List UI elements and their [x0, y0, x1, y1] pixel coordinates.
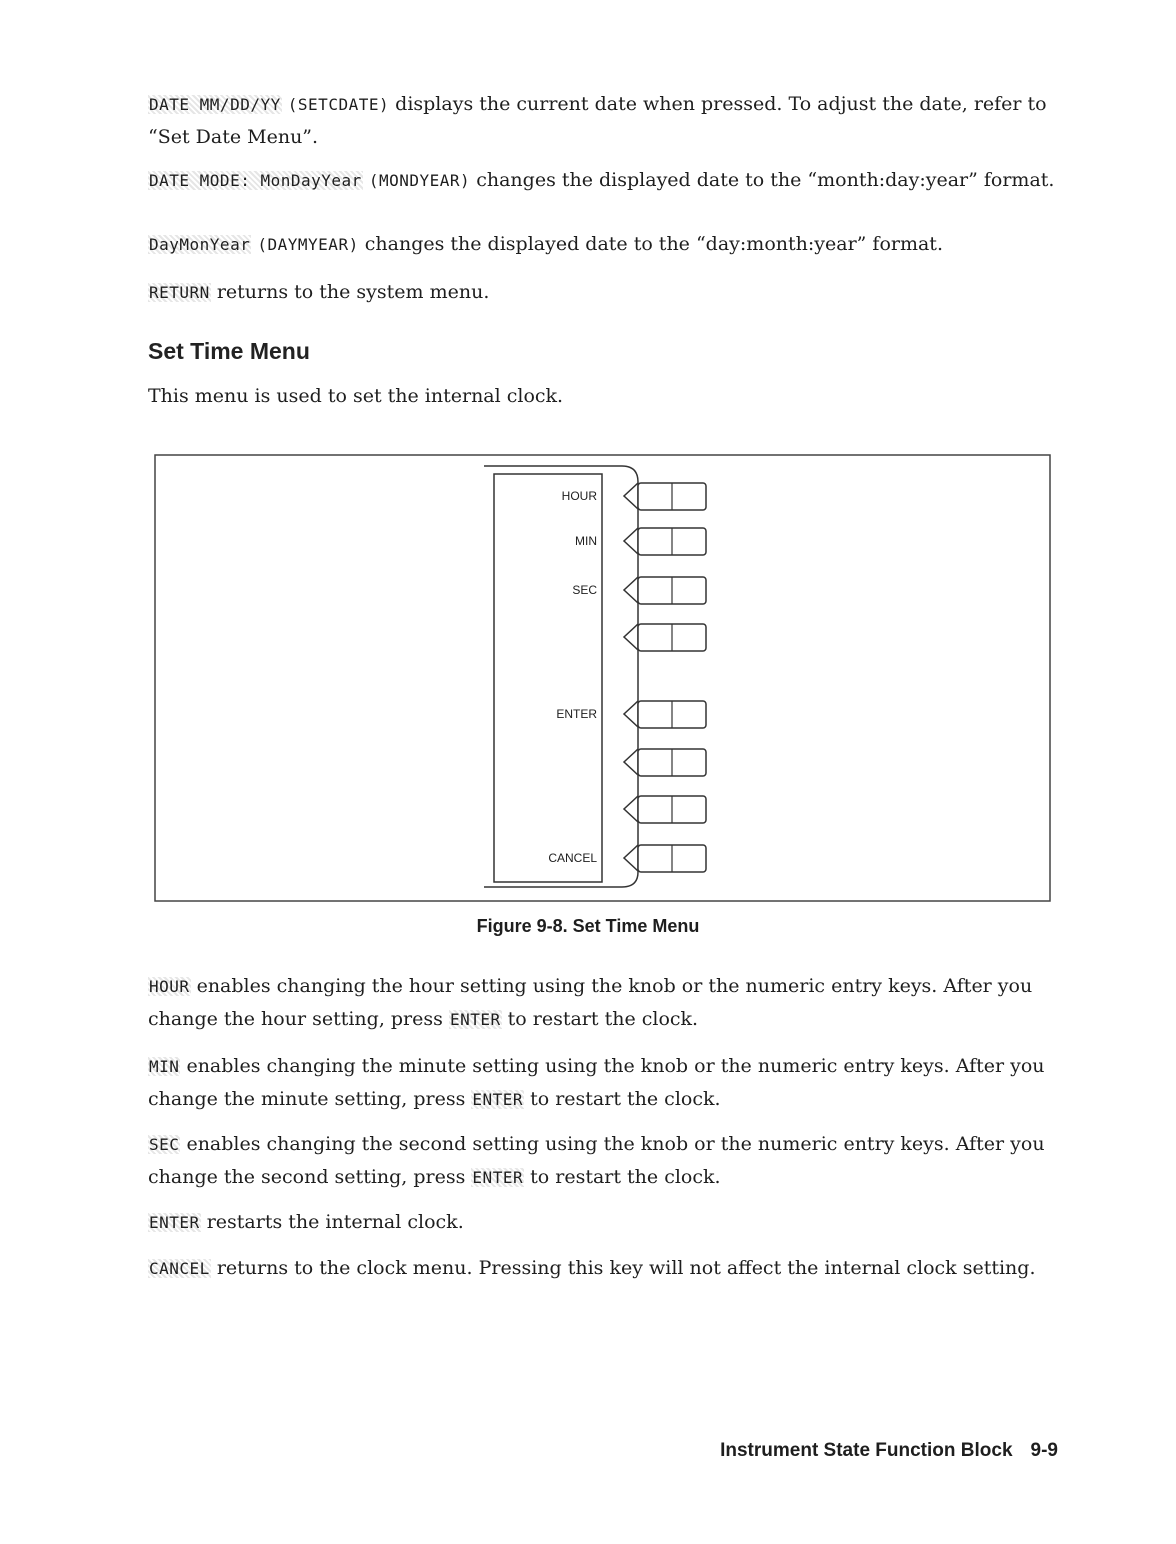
- entry-text: restarts the internal clock.: [206, 1211, 464, 1233]
- softkey-label-enter: ENTER: [556, 707, 597, 721]
- entry-text: changes the displayed date to the “month:day:year” format.: [476, 169, 1055, 191]
- entry-cancel: [148, 1252, 1068, 1285]
- section-heading: Set Time Menu: [148, 338, 310, 364]
- entry-text: displays the current date when pressed. To adjust the date, refer to “Set Date Menu”.: [148, 93, 1047, 148]
- display-bezel: [484, 466, 638, 887]
- page-number: 9-9: [1030, 1440, 1058, 1461]
- softkey-label-sec: SEC: [572, 583, 597, 597]
- softkey-hour: HOUR: [149, 977, 190, 996]
- softkey-pointer-icon: [624, 845, 638, 871]
- figure-caption: Figure 9-8. Set Time Menu: [476, 916, 700, 936]
- mnemonic-setcdate: (SETCDATE): [287, 95, 390, 114]
- softkey-enter-ref: ENTER: [449, 1010, 501, 1029]
- softkey-daymonyear: DayMonYear: [149, 235, 251, 254]
- softkey-row: [562, 483, 706, 510]
- softkey-row: [572, 577, 706, 604]
- entry-enter: [148, 1206, 1068, 1239]
- softkey-pointer-icon: [624, 528, 638, 554]
- softkey-cancel: CANCEL: [149, 1259, 210, 1278]
- softkey-row: [624, 624, 706, 651]
- entry-text: enables changing the minute setting using the knob or the numeric entry keys. After you change the minute setting, press: [148, 1055, 1045, 1110]
- entry-text: to restart the clock.: [530, 1166, 721, 1188]
- softkey-pointer-icon: [624, 577, 638, 603]
- softkey-pointer-icon: [624, 624, 638, 650]
- mnemonic-daymyear: (DAYMYEAR): [257, 235, 359, 254]
- softkey-row: [548, 845, 706, 872]
- footer-title: Instrument State Function Block: [720, 1440, 1013, 1461]
- softkey-return: RETURN: [149, 283, 210, 302]
- entry-text: to restart the clock.: [507, 1008, 699, 1030]
- softkey-pointer-icon: [624, 483, 638, 509]
- softkey-date-mode: DATE MODE: MonDayYear: [149, 171, 362, 190]
- softkey-pointer-icon: [624, 701, 638, 727]
- softkey-enter: ENTER: [149, 1213, 200, 1232]
- entry-text: enables changing the second setting using the knob or the numeric entry keys. After you change the second setting, press: [148, 1133, 1045, 1188]
- softkey-min: MIN: [149, 1057, 180, 1076]
- mnemonic-mondyear: (MONDYEAR): [368, 171, 471, 190]
- softkey-row: [624, 749, 706, 776]
- entry-text: returns to the system menu.: [216, 281, 490, 303]
- softkey-label-min: MIN: [575, 534, 597, 548]
- entry-hour: [148, 970, 1068, 1036]
- softkey-date-mmddyy: DATE MM/DD/YY: [149, 95, 281, 114]
- softkey-label-hour: HOUR: [561, 489, 597, 503]
- entry-sec: [148, 1128, 1068, 1194]
- entry-text: returns to the clock menu. Pressing this key will not affect the internal clock setting.: [216, 1257, 1036, 1279]
- softkey-row: [556, 701, 706, 728]
- entry-min: [148, 1050, 1068, 1116]
- entry-text: to restart the clock.: [530, 1088, 721, 1110]
- section-intro: This menu is used to set the internal clock.: [148, 385, 564, 407]
- softkey-enter-ref: ENTER: [472, 1168, 524, 1187]
- softkey-row: [624, 796, 706, 823]
- softkey-row: [575, 528, 706, 555]
- softkey-label-cancel: CANCEL: [548, 851, 597, 865]
- softkey-enter-ref: ENTER: [472, 1090, 524, 1109]
- softkey-pointer-icon: [624, 796, 638, 822]
- entry-text: changes the displayed date to the “day:month:year” format.: [364, 233, 943, 255]
- softkey-rows: [548, 483, 706, 872]
- softkey-pointer-icon: [624, 749, 638, 775]
- entry-text: enables changing the hour setting using the knob or the numeric entry keys. After you change the hour setting, press: [148, 975, 1033, 1030]
- page-footer: [720, 1440, 1058, 1462]
- softkey-sec: SEC: [149, 1135, 180, 1154]
